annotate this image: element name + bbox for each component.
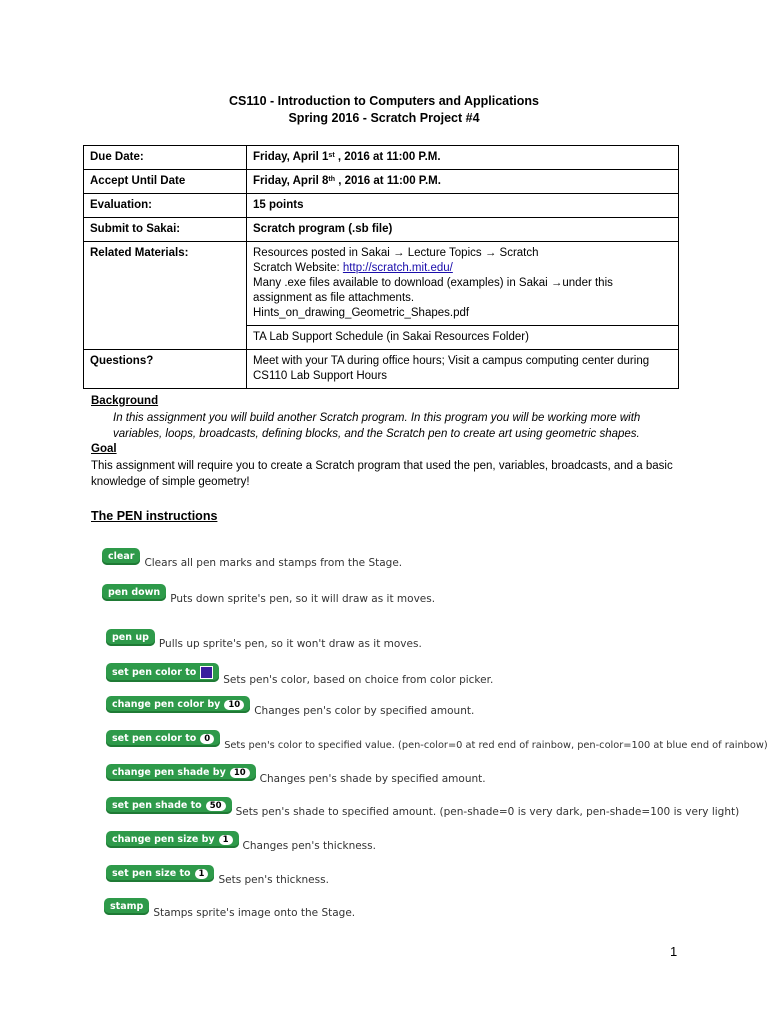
document-title: CS110 - Introduction to Computers and Applications [229,94,539,108]
block-number: 0 [200,734,214,744]
questions-value: Meet with your TA during office hours; Visit a campus computing center during CS110 Lab Support Hours [247,350,679,389]
block-label: change pen size by [112,834,215,845]
set-pen-color-value-block [106,730,220,747]
related-line-hints: Hints_on_drawing_Geometric_Shapes.pdf [253,307,470,319]
page-number: 1 [670,944,678,959]
set-pen-size-block [106,865,214,882]
accept-until-label: Accept Until Date [84,170,247,194]
block-label: set pen shade to [112,800,202,811]
pen-block-row [102,548,403,569]
block-label: pen down [108,587,161,598]
due-date-label: Due Date: [84,146,247,170]
block-number: 10 [224,700,244,710]
block-label: pen up [112,632,149,643]
block-label: set pen size to [112,868,191,879]
block-description: Changes pen's color by specified amount. [254,705,475,717]
block-number: 10 [230,768,250,778]
accept-until-text: Friday, April 8 [253,175,329,187]
pen-block-row [106,629,422,650]
accept-until-time: , 2016 at 11:00 P.M. [335,175,441,187]
due-date-text: Friday, April 1 [253,151,329,163]
related-materials-value [247,242,679,326]
pen-block-row [106,663,494,686]
block-label: set pen color to [112,733,197,744]
block-description: Sets pen's thickness. [218,874,329,886]
pen-block-row [106,764,486,785]
goal-heading: Goal [91,443,117,455]
pen-block-row [106,865,329,886]
block-number: 1 [195,869,209,879]
block-description: Changes pen's shade by specified amount. [259,773,486,785]
pen-down-block [102,584,166,601]
set-pen-shade-block [106,797,232,814]
pen-block-row [106,730,768,751]
due-date-time: , 2016 at 11:00 P.M. [334,151,441,163]
table-row [84,350,679,389]
evaluation-label: Evaluation: [84,194,247,218]
block-description: Changes pen's thickness. [242,840,376,852]
accept-until-value [247,170,679,194]
block-label: change pen shade by [112,767,226,778]
table-row [84,194,679,218]
block-label: change pen color by [112,699,221,710]
assignment-info-table [83,145,679,389]
clear-block [102,548,140,565]
background-heading: Background [91,395,159,407]
related-materials-label: Related Materials: [84,242,247,350]
block-description: Pulls up sprite's pen, so it won't draw as it moves. [158,638,422,650]
block-number: 50 [206,801,226,811]
color-swatch [200,666,213,679]
change-pen-color-block [106,696,250,713]
related-line-website [253,261,672,276]
block-description: Sets pen's color to specified value. (pen-color=0 at red end of rainbow, pen-color=100 at blue end of rainbow) [224,740,768,751]
set-pen-color-picker-block [106,663,219,682]
scratch-website-link[interactable]: http://scratch.mit.edu/ [342,262,453,274]
related-line-sakai: Resources posted in Sakai → Lecture Topics → Scratch [253,247,539,259]
evaluation-value: 15 points [247,194,679,218]
related-line-exe: Many .exe files available to download (examples) in Sakai →under this assignment as file attachments. [253,277,613,304]
change-pen-size-block [106,831,239,848]
stamp-block [104,898,149,915]
table-row [84,218,679,242]
document-subtitle: Spring 2016 - Scratch Project #4 [288,111,480,125]
ta-schedule-value: TA Lab Support Schedule (in Sakai Resources Folder) [247,326,679,350]
table-row [84,242,679,326]
block-description: Clears all pen marks and stamps from the Stage. [144,557,403,569]
block-description: Puts down sprite's pen, so it will draw as it moves. [170,593,436,605]
pen-block-row [102,584,436,605]
due-date-sup: st [328,152,335,159]
goal-text: This assignment will require you to create a Scratch program that used the pen, variables, broadcasts, and a basic knowledge of simple geometry! [91,460,673,488]
pen-block-row [106,831,376,852]
block-description: Sets pen's shade to specified amount. (pen-shade=0 is very dark, pen-shade=100 is very light) [235,806,740,818]
change-pen-shade-block [106,764,256,781]
pen-block-row [104,898,356,919]
block-description: Sets pen's color, based on choice from color picker. [223,674,494,686]
block-label: stamp [110,901,144,912]
pen-block-row [106,696,475,717]
pen-instructions-heading: The PEN instructions [91,509,218,523]
pen-up-block [106,629,155,646]
submit-label: Submit to Sakai: [84,218,247,242]
due-date-value [247,146,679,170]
block-label: clear [108,551,135,562]
submit-value: Scratch program (.sb file) [247,218,679,242]
accept-until-sup: th [328,176,336,183]
block-description: Stamps sprite's image onto the Stage. [153,907,356,919]
questions-label: Questions? [84,350,247,389]
block-label: set pen color to [112,667,197,678]
table-row [84,146,679,170]
block-number: 1 [219,835,233,845]
website-label: Scratch Website: [253,262,343,274]
background-text: In this assignment you will build another Scratch program. In this program you will be working more with variables, loops, broadcasts, defining blocks, and the Scratch pen to create art using geometric shapes. [113,412,641,440]
table-row [84,170,679,194]
pen-block-row [106,797,740,818]
